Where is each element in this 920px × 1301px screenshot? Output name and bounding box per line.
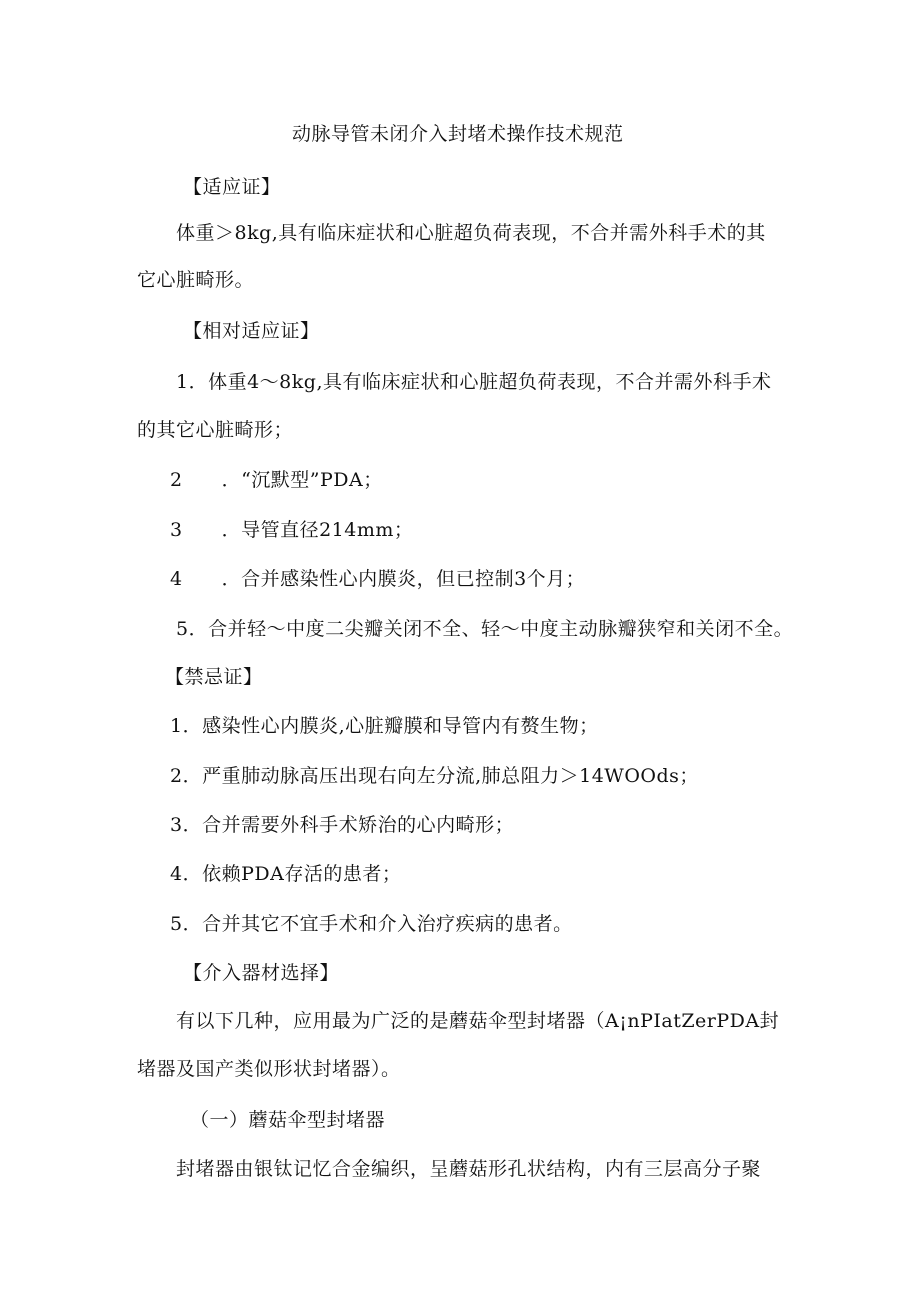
device-description-paragraph-line: 封堵器由银钛记忆合金编织，呈蘑菇形孔状结构，内有三层高分子聚 [176, 1158, 762, 1180]
section-heading-indications: 【适应证】 [183, 176, 281, 198]
contraindication-item-4: 4．依赖PDA存活的患者； [170, 863, 402, 885]
device-selection-paragraph-line: 堵器及国产类似形状封堵器）。 [137, 1058, 401, 1080]
device-subheading-mushroom-occluder: （一）蘑菇伞型封堵器 [190, 1109, 386, 1131]
relative-indication-item-1-continued: 的其它心脏畸形； [137, 419, 294, 441]
relative-indication-item-4: 4 ．合并感染性心内膜炎，但已控制3个月； [170, 568, 586, 590]
contraindication-item-3: 3．合并需要外科手术矫治的心内畸形； [170, 814, 515, 836]
indications-paragraph-line: 它心脏畸形。 [137, 269, 255, 291]
contraindication-item-2: 2．严重肺动脉高压出现右向左分流,肺总阻力＞14WOOds； [170, 765, 699, 787]
contraindication-item-1: 1．感染性心内膜炎,心脏瓣膜和导管内有赘生物； [170, 715, 599, 737]
indications-paragraph-line: 体重＞8kg,具有临床症状和心脏超负荷表现，不合并需外科手术的其 [176, 222, 766, 244]
contraindication-item-5: 5．合并其它不宜手术和介入治疗疾病的患者。 [170, 913, 573, 935]
section-heading-relative-indications: 【相对适应证】 [183, 320, 320, 342]
section-heading-contraindications: 【禁忌证】 [165, 666, 263, 688]
document-title: 动脉导管未闭介入封堵术操作技术规范 [292, 123, 624, 145]
relative-indication-item-5: 5．合并轻～中度二尖瓣关闭不全、轻～中度主动脉瓣狭窄和关闭不全。 [176, 618, 794, 640]
relative-indication-item-3: 3 ．导管直径214mm； [170, 519, 414, 541]
section-heading-device-selection: 【介入器材选择】 [183, 962, 340, 984]
device-selection-paragraph-line: 有以下几种，应用最为广泛的是蘑菇伞型封堵器（A¡nPIatZerPDA封 [176, 1010, 780, 1032]
relative-indication-item-2: 2 ．“沉默型”PDA； [170, 469, 383, 491]
relative-indication-item-1: 1．体重4～8kg,具有临床症状和心脏超负荷表现，不合并需外科手术 [176, 371, 772, 393]
